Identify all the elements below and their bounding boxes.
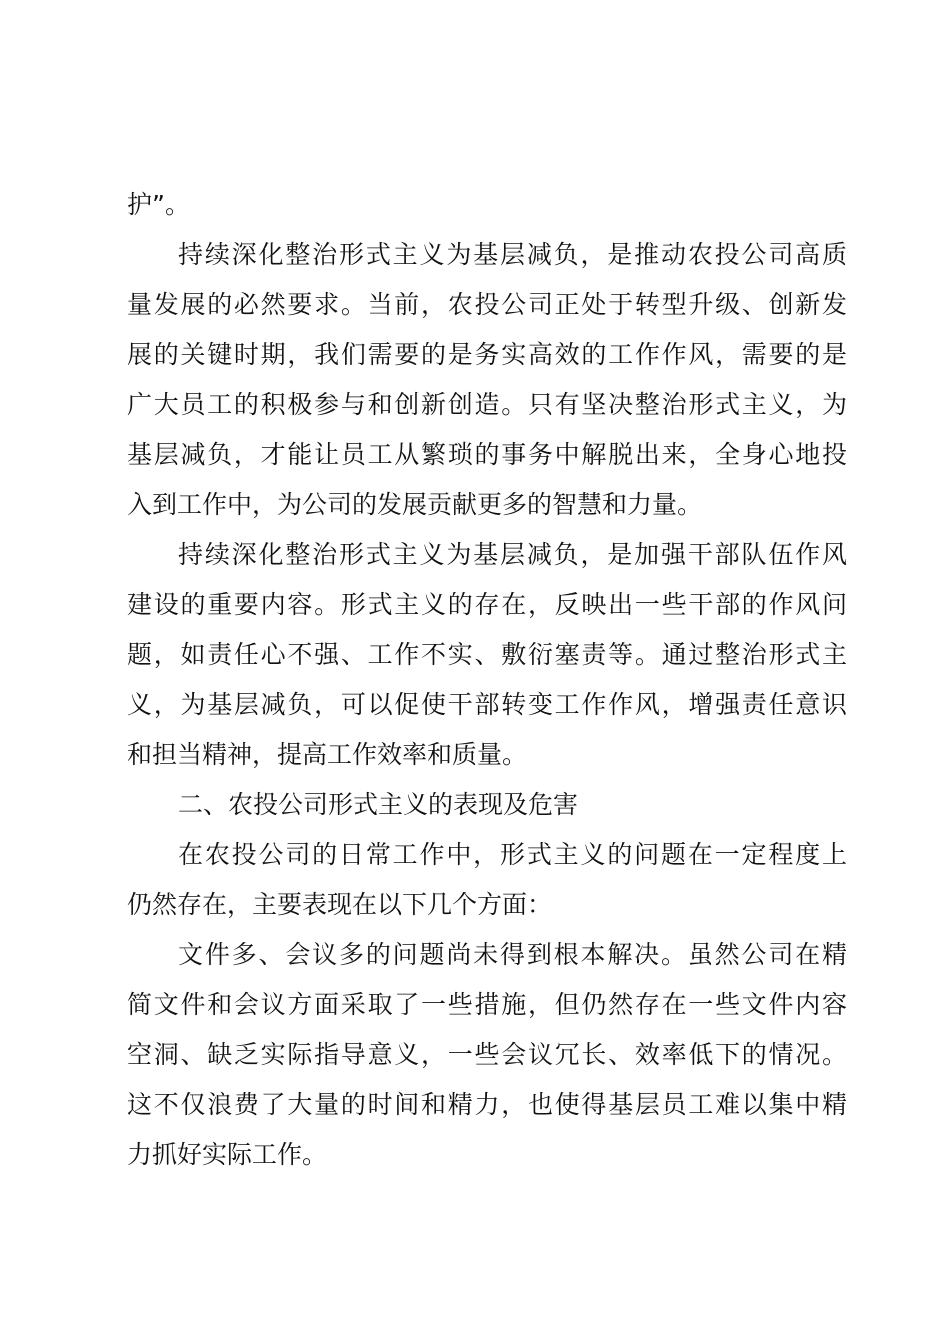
text-line: 广大员工的积极参与和创新创造。只有坚决整治形式主义，为 bbox=[127, 390, 847, 419]
paragraph-first-line: 持续深化整治形式主义为基层减负，是加强干部队伍作风 bbox=[178, 540, 847, 569]
text-line: 简文件和会议方面采取了一些措施，但仍然存在一些文件内容 bbox=[127, 990, 847, 1019]
text-line: 展的关键时期，我们需要的是务实高效的工作作风，需要的是 bbox=[127, 340, 847, 369]
text-line: 题，如责任心不强、工作不实、敷衍塞责等。通过整治形式主 bbox=[127, 640, 847, 669]
text-line: 义，为基层减负，可以促使干部转变工作作风，增强责任意识 bbox=[127, 690, 847, 719]
text-line: 仍然存在，主要表现在以下几个方面： bbox=[127, 890, 553, 919]
text-line: 建设的重要内容。形式主义的存在，反映出一些干部的作风问 bbox=[127, 590, 847, 619]
text-line: 入到工作中，为公司的发展贡献更多的智慧和力量。 bbox=[127, 490, 703, 519]
text-line: 和担当精神，提高工作效率和质量。 bbox=[127, 740, 528, 769]
paragraph-first-line: 在农投公司的日常工作中，形式主义的问题在一定程度上 bbox=[178, 840, 847, 869]
text-line: 基层减负，才能让员工从繁琐的事务中解脱出来，全身心地投 bbox=[127, 440, 847, 469]
section-heading: 二、农投公司形式主义的表现及危害 bbox=[178, 790, 579, 819]
text-line: 量发展的必然要求。当前，农投公司正处于转型升级、创新发 bbox=[127, 290, 847, 319]
text-line: 护”。 bbox=[127, 190, 190, 219]
paragraph-first-line: 文件多、会议多的问题尚未得到根本解决。虽然公司在精 bbox=[178, 940, 847, 969]
text-line: 力抓好实际工作。 bbox=[127, 1140, 328, 1169]
text-line: 空洞、缺乏实际指导意义，一些会议冗长、效率低下的情况。 bbox=[127, 1040, 847, 1069]
text-line: 这不仅浪费了大量的时间和精力，也使得基层员工难以集中精 bbox=[127, 1090, 847, 1119]
paragraph-first-line: 持续深化整治形式主义为基层减负，是推动农投公司高质 bbox=[178, 240, 847, 269]
